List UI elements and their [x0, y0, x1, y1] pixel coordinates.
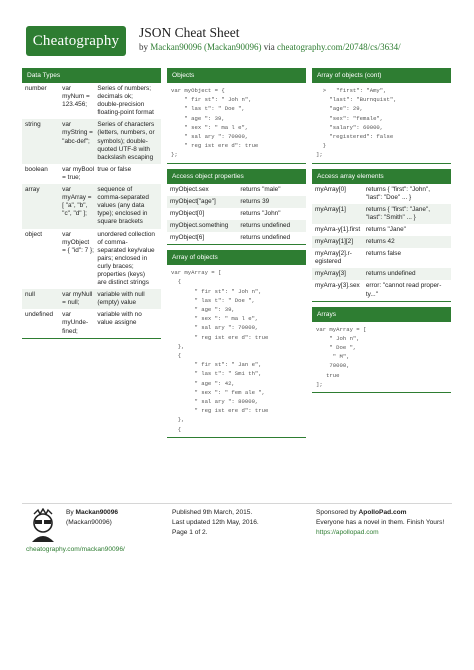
table-cell: var myArray = [ "a", "b", "c", "d" ];: [62, 186, 92, 218]
table-cell: myArray[2].r-egistered: [315, 250, 352, 266]
table-cell: boolean: [25, 165, 48, 173]
table-cell: variable with null (empty) value: [97, 291, 145, 307]
table-cell: Series of numbers; decimals ok; double-precision floating-point format: [97, 85, 154, 117]
objects-section: [167, 68, 306, 164]
table-cell: returns { "first": "John", "last": "Doe" ... }: [365, 185, 431, 201]
table-row: [22, 289, 161, 309]
page-number: Page 1 of 2.: [172, 529, 208, 536]
section-title: Access object properties: [167, 169, 306, 184]
table-cell: myArray[1]: [315, 205, 346, 213]
column-2: [167, 68, 306, 443]
footer-sponsor-block: [316, 508, 456, 538]
table-cell: myArra-y[1].first: [315, 226, 361, 233]
footer-divider: [22, 503, 452, 504]
table-cell: myArray[1][2]: [315, 238, 353, 246]
table-cell: myObject[6]: [170, 234, 205, 241]
table-cell: string: [25, 121, 41, 129]
table-cell: var myNum = 123.456;: [62, 85, 90, 109]
footer-meta-block: [172, 508, 259, 538]
code-block: var myObject = { " fir st": " Joh n", " las t": " Doe ", " age ": 39, " sex ": " ma l e", " sal ary ": 70000, " reg ist ere d": true };: [171, 87, 259, 159]
array-objects-cont-section: [312, 68, 451, 164]
table-row: [22, 164, 161, 184]
by-prefix: by: [139, 42, 151, 52]
updated-date: Last updated 12th May, 2016.: [172, 519, 259, 526]
byline: [139, 42, 401, 52]
table-cell: myArray[0]: [315, 185, 346, 193]
table-cell: undefined: [25, 311, 54, 319]
via-text: via: [261, 42, 277, 52]
table-row: [22, 184, 161, 228]
table-row: [22, 83, 161, 119]
access-elements-section: [312, 169, 451, 302]
sponsor-text: Everyone has a novel in them. Finish Yours!: [316, 519, 445, 526]
table-row: [312, 236, 451, 248]
section-title: Arrays: [312, 307, 451, 322]
logo-text: Cheatography: [32, 32, 120, 49]
table-cell: returns undefined: [240, 234, 291, 241]
access-props-section: [167, 169, 306, 245]
section-title: Data Types: [22, 68, 161, 83]
table-cell: myObject[0]: [170, 209, 205, 217]
table-row: [22, 229, 161, 290]
table-cell: var myUnde-fined;: [62, 311, 89, 335]
table-row: [167, 184, 306, 196]
section-title: Objects: [167, 68, 306, 83]
table-row: [312, 184, 451, 204]
table-cell: var myNull = null;: [62, 291, 93, 307]
table-cell: number: [25, 85, 47, 92]
table-row: [167, 208, 306, 220]
table-cell: returns false: [365, 250, 402, 258]
table-cell: null: [25, 291, 35, 299]
table-row: [312, 280, 451, 300]
table-cell: myArray[3]: [315, 270, 346, 278]
array-objects-section: [167, 250, 306, 438]
section-title: Array of objects (cont): [312, 68, 451, 83]
by-label: By: [66, 509, 76, 516]
table-row: [312, 248, 451, 268]
table-cell: variable with no value assigne: [97, 311, 142, 327]
footer-author-block: [66, 508, 118, 528]
access-props-table: [167, 184, 306, 244]
data-types-section: [22, 68, 161, 339]
published-date: Published 9th March, 2015.: [172, 509, 253, 516]
table-cell: returns "Jane": [365, 226, 406, 233]
table-cell: returns 42: [365, 238, 395, 246]
page-title: JSON Cheat Sheet: [139, 25, 240, 40]
table-cell: var myString = "abc-def";: [62, 121, 93, 145]
table-cell: myObject["age"]: [170, 197, 216, 205]
table-cell: returns 39: [240, 197, 270, 205]
table-row: [22, 309, 161, 337]
table-cell: returns { "first": "Jane", "last": "Smith" ... }: [365, 205, 431, 221]
table-cell: myObject.something: [170, 221, 229, 229]
code-block: var myArray = [ { " fir st": " Joh n", " las t": " Doe ", " age ": 39, " sex ": " ma l e", " sal ary ": 70000, " reg ist ere d": true }, { " fir st": " Jan e", " las t": " Smi th", " age ": 42, " sex ": " fem ale ", " sal ary ": 80000, " reg ist ere d": true }, {: [171, 269, 269, 433]
footer-author-handle: (Mackan90096): [66, 519, 112, 526]
author-avatar: [26, 508, 60, 542]
table-row: [167, 196, 306, 208]
table-cell: returns "male": [240, 185, 281, 193]
sponsor-name[interactable]: ApolloPad.com: [358, 509, 407, 516]
table-cell: var myBool = true;: [62, 165, 95, 181]
table-cell: error: "cannot read proper-ty...": [365, 282, 442, 298]
table-row: [312, 268, 451, 280]
table-row: [167, 220, 306, 232]
footer-author-link[interactable]: cheatography.com/mackan90096/: [26, 546, 125, 553]
access-elements-table: [312, 184, 451, 301]
sheet-url-link[interactable]: cheatography.com/20748/cs/3634/: [276, 42, 401, 52]
table-row: [22, 119, 161, 163]
table-row: [167, 232, 306, 244]
table-cell: returns "John": [240, 209, 281, 217]
table-cell: myArra-y[3].sex: [315, 282, 360, 290]
table-cell: unordered collection of comma-separated key/value pairs; enclosed in curly braces; properties (keys) are distinct strings: [97, 230, 155, 287]
section-title: Array of objects: [167, 250, 306, 265]
sponsor-label: Sponsored by: [316, 509, 359, 516]
table-cell: returns undefined: [240, 221, 291, 229]
table-cell: true or false: [97, 165, 132, 173]
table-cell: object: [25, 230, 43, 238]
table-cell: array: [25, 186, 40, 194]
arrays-section: [312, 307, 451, 393]
section-title: Access array elements: [312, 169, 451, 184]
column-1: [22, 68, 161, 344]
table-cell: Series of characters (letters, numbers, or symbols); double-quoted UTF-8 with backslash escaping: [97, 121, 155, 161]
table-cell: sequence of comma-separated values (any data type); enclosed in square brackets: [97, 186, 149, 226]
data-types-table: [22, 83, 161, 338]
code-block: > "first": "Amy", "last": "Burnquist", "age": 29, "sex": "female", "salary": 60000, "registered": false } ];: [316, 87, 397, 159]
table-row: [312, 204, 451, 224]
author-link[interactable]: Mackan90096 (Mackan90096): [150, 42, 262, 52]
table-cell: returns undefined: [365, 270, 416, 278]
table-row: [312, 224, 451, 236]
table-cell: var myObject = { "id": 7 };: [62, 230, 94, 254]
sponsor-url-link[interactable]: https://apollopad.com: [316, 529, 379, 536]
cheatography-logo[interactable]: [26, 26, 126, 56]
code-block: var myArray = [ " Joh n", " Doe ", " M", 70000, true ];: [316, 325, 367, 388]
table-cell: myObject.sex: [170, 185, 209, 193]
column-3: [312, 68, 451, 398]
footer-author-name[interactable]: Mackan90096: [75, 509, 119, 516]
